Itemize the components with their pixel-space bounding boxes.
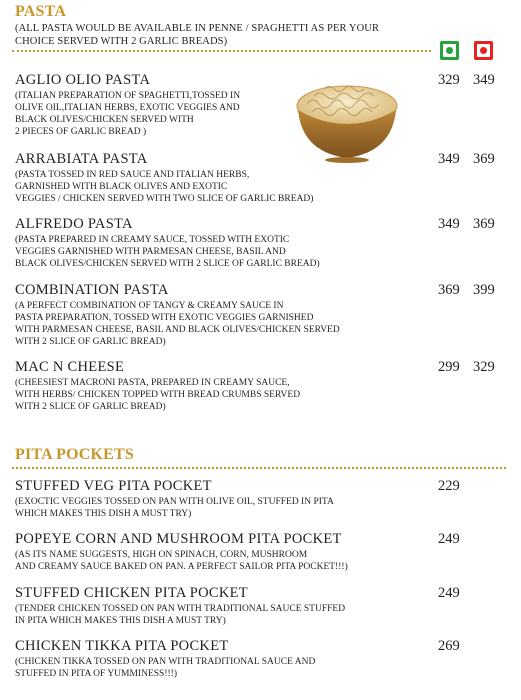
item-name: STUFFED CHICKEN PITA POCKET — [15, 585, 248, 601]
item-name: POPEYE CORN AND MUSHROOM PITA POCKET — [15, 531, 342, 547]
veg-price: 329 — [438, 72, 460, 88]
nonveg-price: 369 — [473, 216, 495, 232]
veg-price: 299 — [438, 359, 460, 375]
nonveg-indicator-icon — [474, 41, 493, 60]
menu-item-popeye-pita — [15, 531, 435, 573]
item-name: ARRABIATA PASTA — [15, 151, 148, 167]
item-description: (EXOCTIC VEGGIES TOSSED ON PAN WITH OLIVE OIL, STUFFED IN PITA WHICH MAKES THIS DISH A MUST TRY) — [15, 497, 334, 519]
item-name: CHICKEN TIKKA PITA POCKET — [15, 638, 229, 654]
item-name: STUFFED VEG PITA POCKET — [15, 478, 212, 494]
menu-item-mac-n-cheese — [15, 359, 345, 413]
nonveg-price: 349 — [473, 72, 495, 88]
item-name: AGLIO OLIO PASTA — [15, 72, 151, 88]
veg-indicator-icon — [440, 41, 459, 60]
item-name: COMBINATION PASTA — [15, 282, 169, 298]
item-name: MAC N CHEESE — [15, 359, 125, 375]
menu-item-arrabiata — [15, 151, 345, 205]
menu-item-stuffed-chicken-pita — [15, 585, 435, 627]
menu-item-aglio-olio — [15, 72, 345, 138]
pita-divider — [12, 467, 506, 469]
item-description: (ITALIAN PREPARATION OF SPAGHETTI,TOSSED IN OLIVE OIL,ITALIAN HERBS, EXOTIC VEGGIES AND BLACK OLIVES/CHICKEN SERVED WITH 2 PIECES OF GARLIC BREAD ) — [15, 91, 241, 137]
menu-item-alfredo — [15, 216, 345, 270]
nonveg-price: 369 — [473, 151, 495, 167]
menu-item-combination — [15, 282, 345, 348]
menu-item-chicken-tikka-pita — [15, 638, 435, 680]
item-description: (A PERFECT COMBINATION OF TANGY & CREAMY SAUCE IN PASTA PREPARATION, TOSSED WITH EXOTIC VEGGIES GARNISHED WITH PARMESAN CHEESE, BASIL AND BLACK OLIVES/CHICKEN SERVED WITH 2 SLICE OF GARLIC BREAD) — [15, 301, 340, 347]
item-price: 249 — [438, 531, 460, 547]
item-description: (TENDER CHICKEN TOSSED ON PAN WITH TRADITIONAL SAUCE STUFFED IN PITA WHICH MAKES THIS DISH A MUST TRY) — [15, 604, 346, 626]
item-price: 229 — [438, 478, 460, 494]
item-description: (CHEESIEST MACRONI PASTA, PREPARED IN CREAMY SAUCE, WITH HERBS/ CHICKEN TOPPED WITH BREAD CRUMBS SERVED WITH 2 SLICE OF GARLIC BREAD) — [15, 378, 301, 412]
veg-price: 349 — [438, 216, 460, 232]
veg-price: 349 — [438, 151, 460, 167]
veg-price: 369 — [438, 282, 460, 298]
pasta-note: (ALL PASTA WOULD BE AVAILABLE IN PENNE / SPAGHETTI AS PER YOUR CHOICE SERVED WITH 2 GARLIC BREADS) — [15, 23, 380, 47]
nonveg-price: 399 — [473, 282, 495, 298]
item-price: 269 — [438, 638, 460, 654]
menu-item-stuffed-veg-pita — [15, 478, 435, 520]
nonveg-price: 329 — [473, 359, 495, 375]
item-name: ALFREDO PASTA — [15, 216, 133, 232]
item-description: (CHICKEN TIKKA TOSSED ON PAN WITH TRADITIONAL SAUCE AND STUFFED IN PITA OF YUMMINESS!!!) — [15, 657, 316, 679]
pasta-divider — [12, 50, 431, 52]
pita-section-title: PITA POCKETS — [15, 446, 135, 463]
item-description: (PASTA PREPARED IN CREAMY SAUCE, TOSSED WITH EXOTIC VEGGIES GARNISHED WITH PARMESAN CHEESE, BASIL AND BLACK OLIVES/CHICKEN SERVED WITH 2 SLICE OF GARLIC BREAD) — [15, 235, 320, 269]
pasta-section-title: PASTA — [15, 3, 67, 20]
item-description: (AS ITS NAME SUGGESTS, HIGH ON SPINACH, CORN, MUSHROOM AND CREAMY SAUCE BAKED ON PAN. A PERFECT SAILOR PITA POCKET!!!) — [15, 550, 348, 572]
item-price: 249 — [438, 585, 460, 601]
item-description: (PASTA TOSSED IN RED SAUCE AND ITALIAN HERBS, GARNISHED WITH BLACK OLIVES AND EXOTIC VEGGIES / CHICKEN SERVED WITH TWO SLICE OF GARLIC BREAD) — [15, 170, 314, 204]
